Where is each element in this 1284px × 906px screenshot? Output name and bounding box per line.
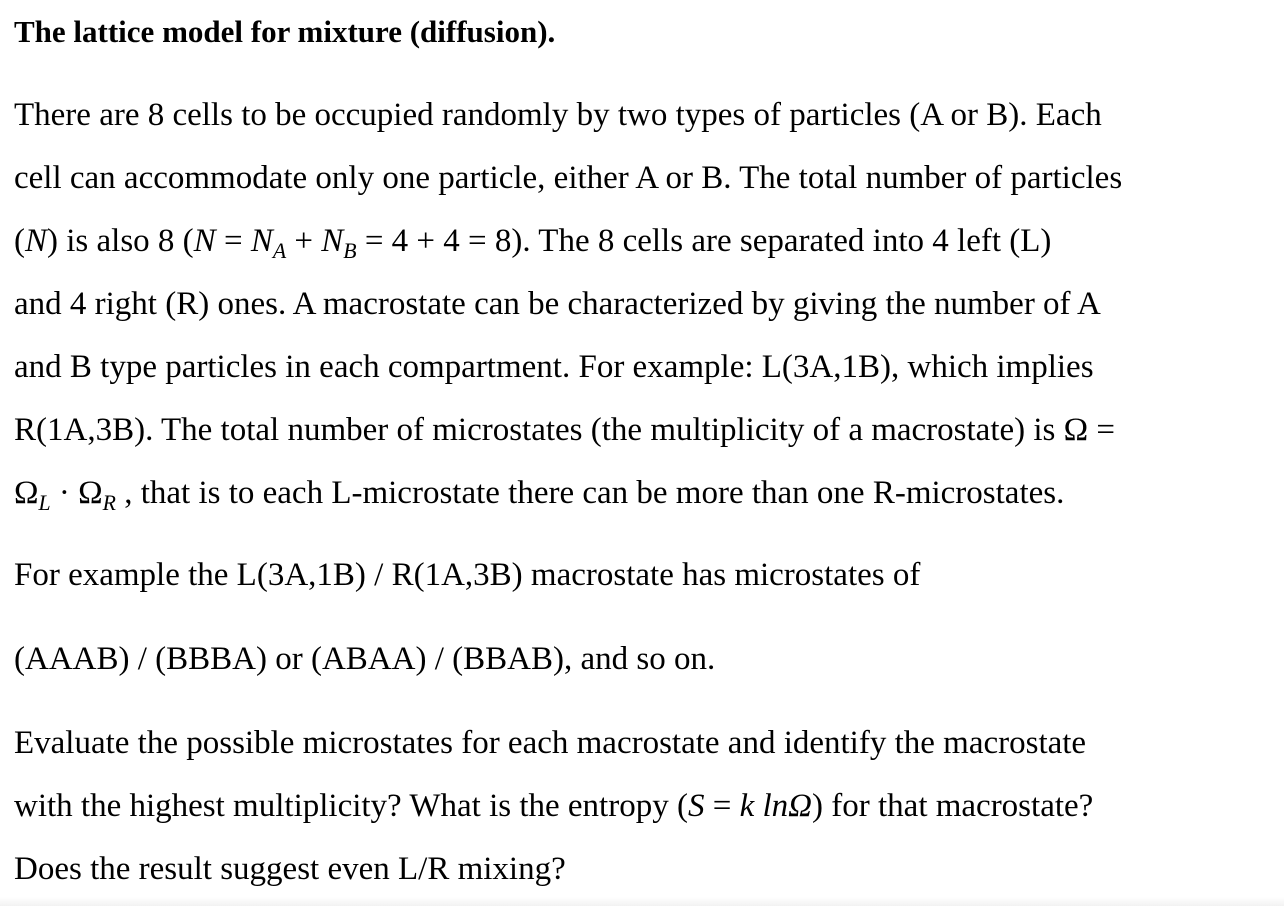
example-paragraph [14,544,920,607]
text-line: For example the L(3A,1B) / R(1A,3B) macrostate has microstates of [14,557,921,593]
math-subscript-a: A [272,238,287,263]
math-ln-omega: lnΩ [754,788,813,824]
text-line: R(1A,3B). The total number of microstates (the multiplicity of a macrostate) is Ω = [14,412,1116,448]
text-line: and B type particles in each compartment. For example: L(3A,1B), which implies [14,349,1094,385]
math-variable-n: N [193,223,216,259]
math-variable-n: N [25,223,48,259]
text-fragment: , that is to each L-microstate there can be more than one R-microstates. [115,475,1065,511]
math-subscript-b: B [343,238,357,263]
text-fragment: with the highest multiplicity? What is the entropy ( [14,788,688,824]
text-line: Evaluate the possible microstates for each macrostate and identify the macrostate [14,725,1087,761]
text-line-with-equation [14,462,1122,525]
text-fragment: ( [14,223,25,259]
math-equals: = [704,788,740,824]
math-omega: Ω [14,475,39,511]
text-line-with-equation [14,775,1093,838]
math-variable-nb: N [321,223,344,259]
math-dot: · [50,475,79,511]
problem-description [14,84,1122,525]
math-equals: = [215,223,251,259]
text-line-with-equation [14,210,1122,273]
text-fragment: ) is also 8 ( [47,223,194,259]
math-plus: + [286,223,322,259]
math-subscript-r: R [102,490,116,515]
text-fragment: ) for that macrostate? [812,788,1094,824]
text-line: (AAAB) / (BBBA) or (ABAA) / (BBAB), and so on. [14,641,716,677]
text-fragment: = 4 + 4 = 8). The 8 cells are separated into 4 left (L) [356,223,1052,259]
math-omega: Ω [78,475,103,511]
page-title: The lattice model for mixture (diffusion). [14,14,556,49]
example-microstates [14,628,715,691]
math-subscript-l: L [38,490,51,515]
math-variable-s: S [687,788,705,824]
text-line: and 4 right (R) ones. A macrostate can be characterized by giving the number of A [14,286,1101,322]
math-variable-na: N [250,223,273,259]
math-variable-k: k [739,788,755,824]
text-line: There are 8 cells to be occupied randomly by two types of particles (A or B). Each [14,97,1102,133]
text-line: Does the result suggest even L/R mixing? [14,851,566,887]
page-bottom-edge [0,897,1284,906]
question-paragraph [14,712,1093,901]
text-line: cell can accommodate only one particle, either A or B. The total number of particles [14,160,1123,196]
